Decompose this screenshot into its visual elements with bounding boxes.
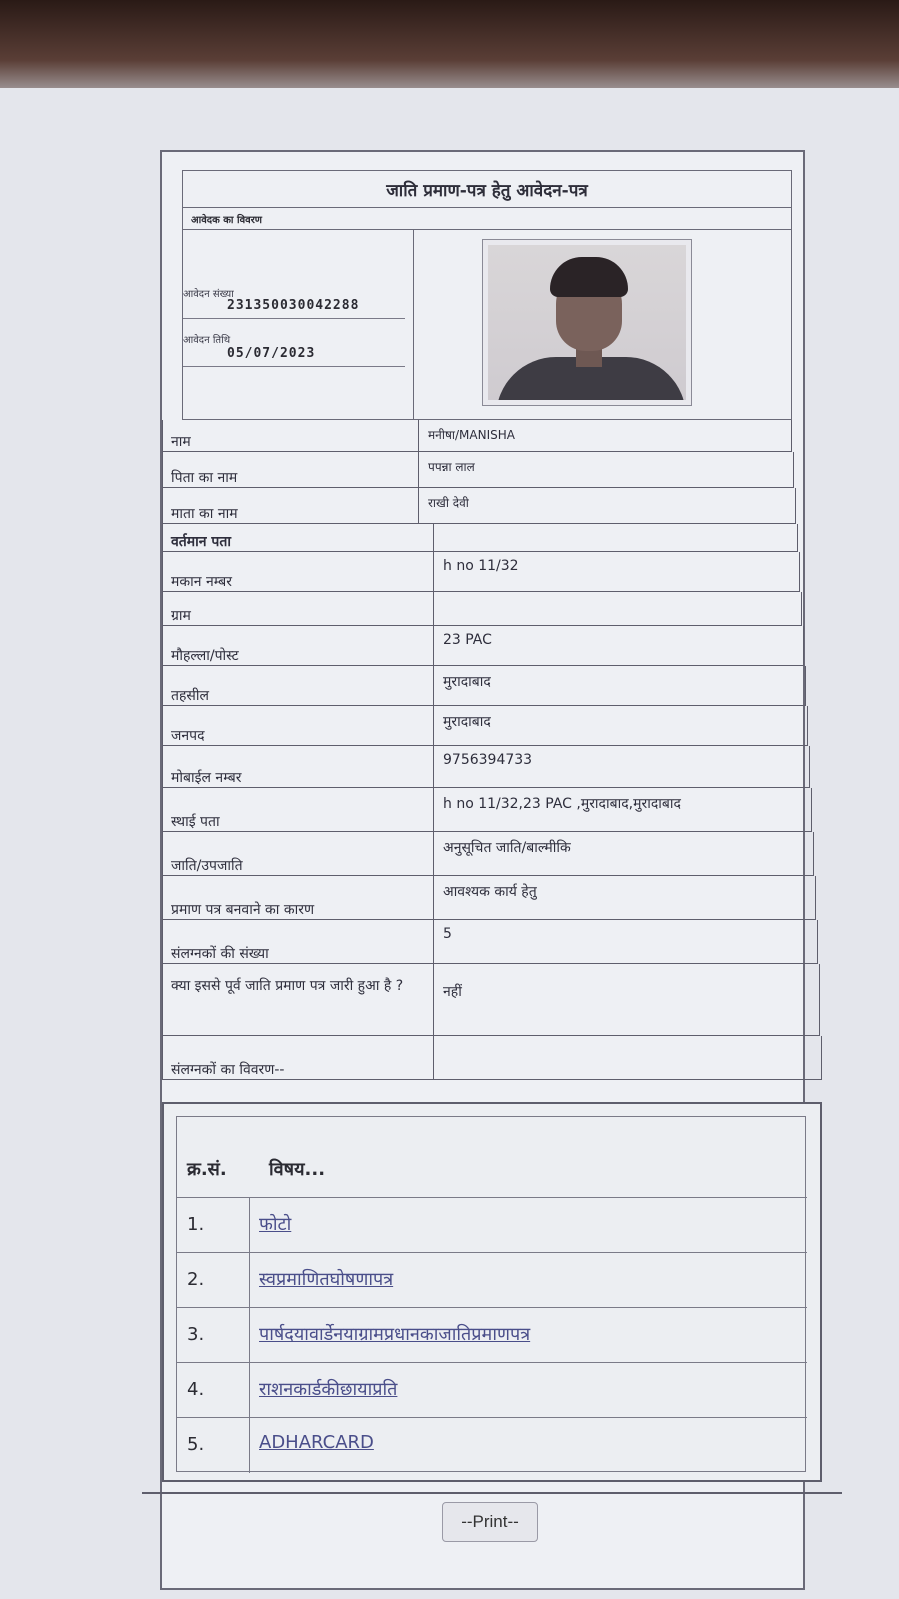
form-title: जाति प्रमाण-पत्र हेतु आवेदन-पत्र bbox=[182, 170, 792, 208]
attachment-link[interactable]: स्वप्रमाणितघोषणापत्र bbox=[259, 1269, 394, 1290]
application-number-label: आवेदन संख्या bbox=[183, 289, 234, 300]
detail-row bbox=[162, 420, 792, 452]
attachment-row bbox=[177, 1362, 807, 1417]
field-label: जाति/उपजाति bbox=[171, 858, 243, 874]
field-value: मनीषा/MANISHA bbox=[428, 428, 515, 442]
field-value: राखी देवी bbox=[428, 496, 469, 510]
attachment-link[interactable]: राशनकार्डकीछायाप्रति bbox=[259, 1379, 398, 1400]
field-value: मुरादाबाद bbox=[443, 714, 491, 730]
detail-row bbox=[162, 706, 808, 746]
detail-row bbox=[162, 788, 812, 832]
field-label: जनपद bbox=[171, 728, 205, 744]
field-label: ग्राम bbox=[171, 608, 191, 624]
detail-row bbox=[162, 876, 816, 920]
serial-header: क्र.सं. bbox=[187, 1159, 227, 1180]
detail-row bbox=[162, 666, 806, 706]
applicant-details-label: आवेदक का विवरण bbox=[182, 208, 792, 230]
attachment-link[interactable]: ADHARCARD bbox=[259, 1432, 374, 1453]
attachment-row bbox=[177, 1252, 807, 1307]
attachment-link[interactable]: फोटो bbox=[259, 1214, 292, 1235]
field-value: नहीं bbox=[443, 984, 462, 1000]
detail-row bbox=[162, 552, 800, 592]
field-value: आवश्यक कार्य हेतु bbox=[443, 884, 537, 900]
detail-row bbox=[162, 452, 794, 488]
detail-row bbox=[162, 746, 810, 788]
field-label: नाम bbox=[171, 434, 191, 450]
attachment-row bbox=[177, 1307, 807, 1362]
attachment-number: 4. bbox=[187, 1379, 205, 1400]
attachment-row bbox=[177, 1417, 807, 1472]
detail-row bbox=[162, 1036, 822, 1080]
field-value: 9756394733 bbox=[443, 752, 533, 768]
field-label: माता का नाम bbox=[171, 506, 238, 522]
field-label: पिता का नाम bbox=[171, 470, 238, 486]
attachment-number: 5. bbox=[187, 1434, 205, 1455]
detail-row bbox=[162, 488, 796, 524]
field-label: संलग्नकों की संख्या bbox=[171, 946, 269, 962]
detail-row bbox=[162, 832, 814, 876]
detail-row bbox=[162, 626, 804, 666]
caste-certificate-application-form bbox=[160, 150, 805, 1590]
applicant-photo bbox=[483, 240, 691, 405]
print-button[interactable]: --Print-- bbox=[442, 1502, 538, 1542]
field-label: प्रमाण पत्र बनवाने का कारण bbox=[171, 902, 315, 918]
field-label: मौहल्ला/पोस्ट bbox=[171, 648, 239, 664]
application-date: 05/07/2023 bbox=[227, 346, 316, 361]
field-value: h no 11/32,23 PAC ,मुरादाबाद,मुरादाबाद bbox=[443, 796, 681, 812]
detail-row bbox=[162, 524, 798, 552]
attachment-link[interactable]: पार्षदयावार्डेनयाग्रामप्रधानकाजातिप्रमाणपत्र bbox=[259, 1324, 531, 1345]
attachment-number: 1. bbox=[187, 1214, 205, 1235]
attachment-number: 2. bbox=[187, 1269, 205, 1290]
attachments-table bbox=[162, 1102, 822, 1482]
application-date-label: आवेदन तिथि bbox=[183, 335, 231, 346]
field-value: 5 bbox=[443, 926, 452, 942]
field-value: h no 11/32 bbox=[443, 558, 519, 574]
attachment-number: 3. bbox=[187, 1324, 205, 1345]
detail-row bbox=[162, 964, 820, 1036]
attachment-row bbox=[177, 1197, 807, 1252]
field-value: 23 PAC bbox=[443, 632, 492, 648]
field-label: स्थाई पता bbox=[171, 814, 220, 830]
field-value: पपन्ना लाल bbox=[428, 460, 475, 474]
application-meta-block bbox=[182, 230, 792, 420]
field-value: मुरादाबाद bbox=[443, 674, 491, 690]
detail-row bbox=[162, 920, 818, 964]
subject-header: विषय... bbox=[269, 1159, 326, 1180]
field-label: मोबाईल नम्बर bbox=[171, 770, 242, 786]
field-label: तहसील bbox=[171, 688, 209, 704]
field-label: वर्तमान पता bbox=[171, 534, 231, 550]
field-label: संलग्नकों का विवरण-- bbox=[171, 1062, 285, 1078]
field-label: क्या इससे पूर्व जाति प्रमाण पत्र जारी हुआ है ? bbox=[171, 978, 404, 994]
field-label: मकान नम्बर bbox=[171, 574, 233, 590]
detail-row bbox=[162, 592, 802, 626]
application-number: 231350030042288 bbox=[227, 298, 360, 313]
field-value: अनुसूचित जाति/बाल्मीकि bbox=[443, 840, 571, 856]
